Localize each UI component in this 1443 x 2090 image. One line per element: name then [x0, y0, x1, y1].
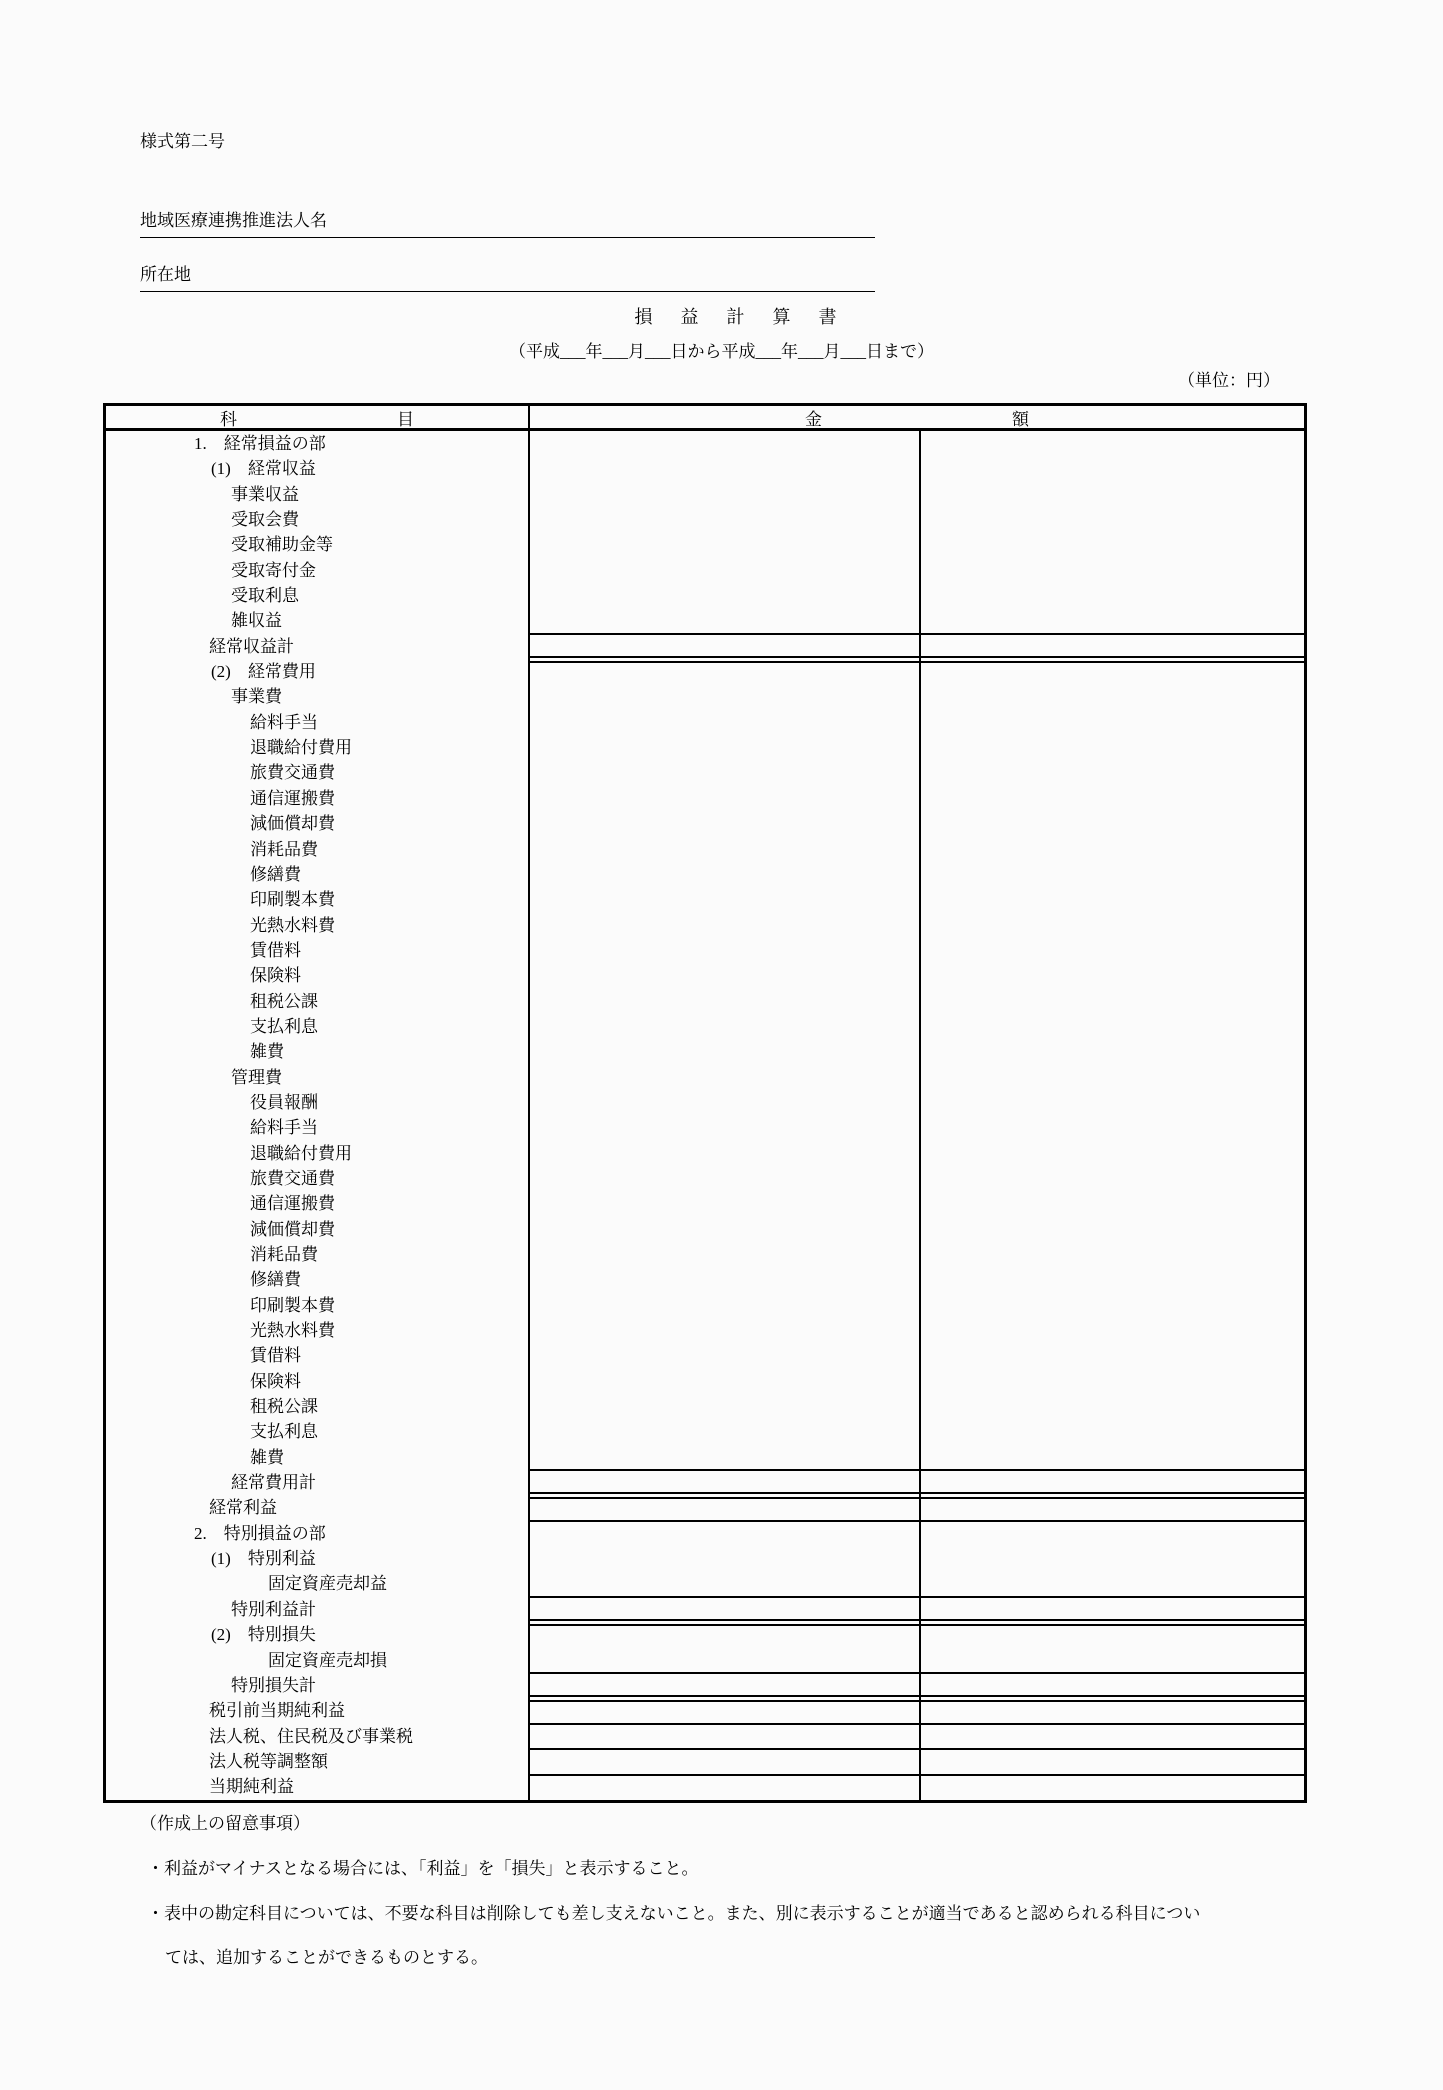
amount-rule-single — [530, 1672, 1304, 1674]
table-row-label: 固定資産売却損 — [268, 1650, 387, 1670]
table-row-label: 1. 経常損益の部 — [194, 434, 326, 453]
table-row-label: 印刷製本費 — [250, 1295, 335, 1315]
table-row-label: (2) 特別損失 — [211, 1625, 316, 1645]
table-row-label: 減価償却費 — [250, 814, 335, 834]
form-number: 様式第二号 — [140, 132, 225, 151]
table-row-label: 光熱水料費 — [250, 915, 335, 935]
amount-rule-double — [530, 1619, 1304, 1626]
table-row-label: 役員報酬 — [250, 1092, 318, 1112]
table-row-label: 租税公課 — [250, 1397, 318, 1417]
profit-loss-table — [103, 403, 1307, 1803]
amount-rule-double — [530, 656, 1304, 663]
table-row-label: 雑費 — [250, 1042, 284, 1062]
table-row-label: 賃借料 — [250, 1346, 301, 1366]
table-row-label: 租税公課 — [250, 991, 318, 1011]
table-row-label: 雑費 — [250, 1447, 284, 1467]
table-row-label: 受取寄付金 — [231, 560, 316, 580]
address-field — [140, 264, 875, 292]
table-row-label: 2. 特別損益の部 — [194, 1523, 326, 1543]
table-row-label: 事業費 — [231, 687, 282, 707]
amount-rule-single — [530, 1774, 1304, 1776]
table-row-label: 経常利益 — [209, 1498, 277, 1518]
table-row-label: 受取補助金等 — [231, 535, 333, 555]
table-row-label: 特別利益計 — [231, 1599, 316, 1619]
table-row-label: 法人税等調整額 — [209, 1751, 328, 1771]
table-row-label: 特別損失計 — [231, 1675, 316, 1695]
address-label: 所在地 — [140, 265, 191, 284]
table-row-label: 保険料 — [250, 1371, 301, 1391]
amount-rule-double — [530, 1695, 1304, 1702]
table-row-label: 経常収益計 — [209, 636, 294, 656]
table-row-label: 受取会費 — [231, 510, 299, 530]
table-row-label: 賃借料 — [250, 940, 301, 960]
table-row-label: 法人税、住民税及び事業税 — [209, 1726, 413, 1746]
header-subject-right: 目 — [397, 409, 414, 429]
table-row-label: 当期純利益 — [209, 1777, 294, 1797]
amount-rule-single — [530, 1748, 1304, 1750]
table-row-label: 修繕費 — [250, 864, 301, 884]
notes-lines — [140, 1858, 1410, 1969]
notes-section — [140, 1813, 1410, 1969]
table-row-label: 雑収益 — [231, 611, 282, 631]
table-row-label: 光熱水料費 — [250, 1321, 335, 1341]
table-row-label: 管理費 — [231, 1067, 282, 1087]
table-row-label: 消耗品費 — [250, 1245, 318, 1264]
note-line: ては、追加することができるものとする。 — [165, 1948, 488, 1967]
table-row-label: 給料手当 — [250, 712, 318, 732]
notes-title: （作成上の留意事項） — [140, 1814, 310, 1833]
header-amount-left: 金 — [805, 409, 822, 429]
table-row-label: 支払利息 — [250, 1016, 318, 1036]
header-amount-right: 額 — [1012, 409, 1029, 429]
note-line: ・表中の勘定科目については、不要な科目は削除しても差し支えないこと。また、別に表示することが適当であると認められる科目につい — [147, 1904, 1201, 1923]
corporation-name-label: 地域医療連携推進法人名 — [140, 211, 327, 230]
period-line: （平成___年___月___日から平成___年___月___日まで） — [509, 342, 934, 361]
table-row-label: 旅費交通費 — [250, 1168, 335, 1188]
table-row-label: 給料手当 — [250, 1118, 318, 1138]
table-row-label: 受取利息 — [231, 586, 299, 606]
table-row-label: (1) 経常収益 — [211, 459, 316, 479]
amount-rule-single — [530, 1520, 1304, 1522]
table-row-label: 経常費用計 — [231, 1473, 316, 1493]
table-body — [106, 431, 1304, 1800]
document-title: 損益計算書 — [634, 307, 865, 327]
amount-rule-single — [530, 633, 1304, 635]
table-row-label: 旅費交通費 — [250, 763, 335, 783]
table-row-label: 印刷製本費 — [250, 890, 335, 910]
subject-column — [106, 431, 530, 1800]
header-subject-column — [106, 406, 530, 428]
amount-rule-double — [530, 1492, 1304, 1499]
table-row-label: 保険料 — [250, 966, 301, 986]
table-row-label: 税引前当期純利益 — [209, 1701, 345, 1721]
amount-rule-single — [530, 1469, 1304, 1471]
table-row-label: 減価償却費 — [250, 1219, 335, 1239]
table-row-label: 通信運搬費 — [250, 1194, 335, 1214]
table-header-row — [106, 406, 1304, 431]
table-row-label: 事業収益 — [231, 484, 299, 504]
amount-rule-single — [530, 1723, 1304, 1725]
amount-columns — [530, 431, 1304, 1800]
table-row-label: 支払利息 — [250, 1422, 318, 1442]
amount-rule-single — [530, 1596, 1304, 1598]
table-row-label: 固定資産売却益 — [268, 1574, 387, 1594]
unit-label: （単位：円） — [1178, 371, 1280, 390]
table-row-label: 通信運搬費 — [250, 788, 335, 808]
table-row-label: 修繕費 — [250, 1270, 301, 1290]
table-row-label: 退職給付費用 — [250, 738, 352, 758]
corporation-name-field — [140, 210, 875, 238]
table-row-label: (2) 経常費用 — [211, 662, 316, 682]
table-row-label: 退職給付費用 — [250, 1143, 352, 1163]
note-line: ・利益がマイナスとなる場合には、「利益」を「損失」と表示すること。 — [147, 1859, 699, 1878]
header-subject-left: 科 — [220, 409, 237, 429]
table-row-label: (1) 特別利益 — [211, 1549, 316, 1569]
table-row-label: 消耗品費 — [250, 839, 318, 859]
amount-column-divider — [919, 431, 921, 1800]
header-amount-column — [530, 406, 1304, 428]
